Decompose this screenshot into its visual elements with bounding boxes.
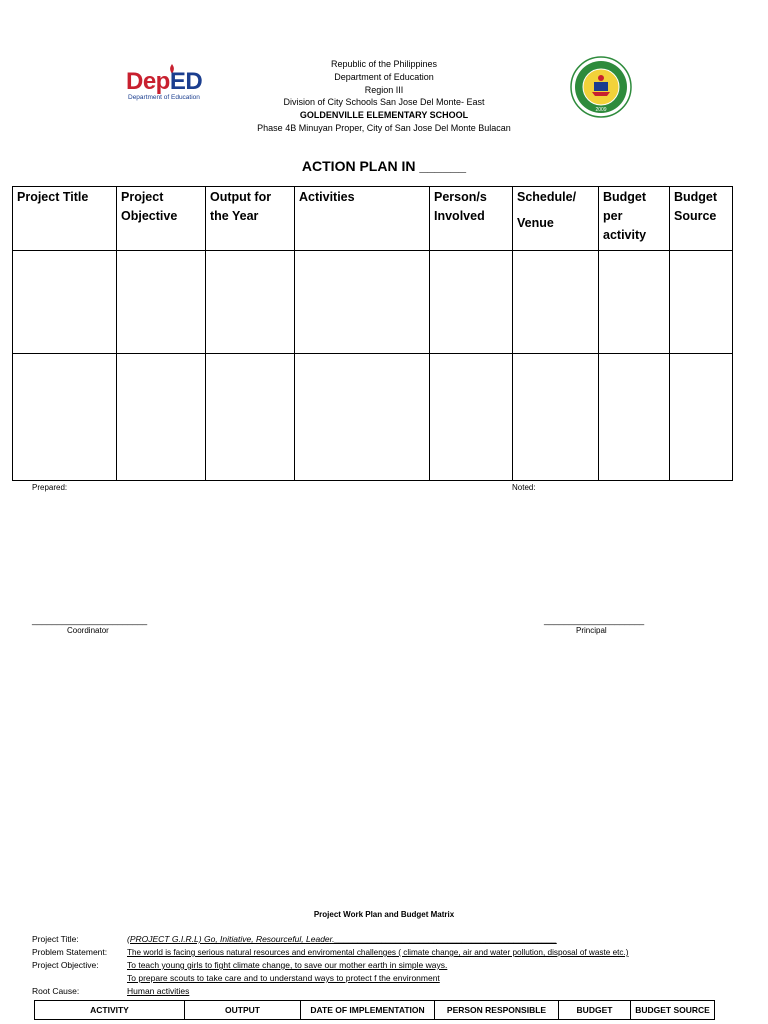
table-row bbox=[13, 251, 733, 354]
table-cell[interactable] bbox=[670, 354, 733, 481]
table-cell[interactable] bbox=[513, 354, 599, 481]
seal-year: 2009 bbox=[595, 107, 607, 113]
action-plan-table bbox=[12, 186, 733, 481]
matrix-header-person: PERSON RESPONSIBLE bbox=[435, 1001, 559, 1020]
table-cell[interactable] bbox=[513, 251, 599, 354]
table-cell[interactable] bbox=[599, 251, 670, 354]
deped-logo-subtext: Department of Education bbox=[128, 94, 200, 101]
header-line-division: Division of City Schools San Jose Del Monte- East bbox=[283, 97, 485, 108]
project-title-label: Project Title: bbox=[32, 934, 79, 944]
table-cell[interactable] bbox=[295, 354, 430, 481]
table-row bbox=[13, 354, 733, 481]
table-cell[interactable] bbox=[430, 354, 513, 481]
principal-signature-line: ____________________ bbox=[544, 615, 645, 625]
table-cell[interactable] bbox=[117, 354, 206, 481]
table-cell[interactable] bbox=[670, 251, 733, 354]
header-project-title: Project Title bbox=[13, 187, 117, 251]
table-cell[interactable] bbox=[599, 354, 670, 481]
matrix-header-activity: ACTIVITY bbox=[35, 1001, 185, 1020]
noted-label: Noted: bbox=[512, 483, 536, 492]
table-cell[interactable] bbox=[117, 251, 206, 354]
table-header-row bbox=[13, 187, 733, 251]
header-project-objective: Project Objective bbox=[117, 187, 206, 251]
matrix-header-output: OUTPUT bbox=[185, 1001, 301, 1020]
root-cause-label: Root Cause: bbox=[32, 986, 80, 996]
header-line-republic: Republic of the Philippines bbox=[330, 59, 438, 69]
problem-statement-value: The world is facing serious natural resources and enviromental challenges ( climate change, air and water pollution, disposal of waste etc.) bbox=[127, 948, 629, 957]
project-objective-label: Project Objective: bbox=[32, 960, 99, 970]
letterhead bbox=[220, 58, 548, 135]
header-line-region: Region III bbox=[364, 84, 404, 95]
root-cause-value: Human activities bbox=[127, 986, 190, 996]
problem-statement-label: Problem Statement: bbox=[32, 947, 108, 957]
table-cell[interactable] bbox=[13, 354, 117, 481]
school-name: GOLDENVILLE ELEMENTARY SCHOOL bbox=[299, 110, 469, 121]
coordinator-label: Coordinator bbox=[67, 626, 109, 635]
matrix-header-date: DATE OF IMPLEMENTATION bbox=[301, 1001, 435, 1020]
school-address: Phase 4B Minuyan Proper, City of San Jose Del Monte Bulacan bbox=[257, 122, 511, 133]
matrix-header-row bbox=[35, 1001, 715, 1020]
table-cell[interactable] bbox=[206, 354, 295, 481]
project-objective-value-2: To prepare scouts to take care and to understand ways to protect f the environment bbox=[127, 973, 440, 983]
header-line-department: Department of Education bbox=[334, 71, 434, 82]
page-title: ACTION PLAN IN ______ bbox=[301, 158, 467, 174]
table-cell[interactable] bbox=[430, 251, 513, 354]
header-output-for-the-year: Output for the Year bbox=[206, 187, 295, 251]
header-schedule-venue: Schedule/ Venue bbox=[513, 187, 599, 251]
school-seal-icon bbox=[570, 56, 632, 118]
matrix-header-budget: BUDGET bbox=[559, 1001, 631, 1020]
matrix-header-budget-source: BUDGET SOURCE bbox=[631, 1001, 715, 1020]
project-objective-value-1: To teach young girls to fight climate change, to save our mother earth in simple ways. bbox=[127, 960, 448, 970]
deped-logo bbox=[126, 70, 206, 104]
project-title-value: (PROJECT G.I.R.L) Go, Initiative, Resourceful, Leader._______________________________________________ bbox=[127, 934, 557, 944]
table-cell[interactable] bbox=[295, 251, 430, 354]
matrix-title: Project Work Plan and Budget Matrix bbox=[313, 910, 455, 919]
header-budget-per-activity: Budget per activity bbox=[599, 187, 670, 251]
coordinator-signature-line: _______________________ bbox=[32, 615, 148, 625]
table-cell[interactable] bbox=[13, 251, 117, 354]
deped-logo-icon: DepED bbox=[126, 68, 203, 95]
header-budget-source: Budget Source bbox=[670, 187, 733, 251]
principal-label: Principal bbox=[576, 626, 607, 635]
header-activities: Activities bbox=[295, 187, 430, 251]
header-persons-involved: Person/s Involved bbox=[430, 187, 513, 251]
table-cell[interactable] bbox=[206, 251, 295, 354]
prepared-label: Prepared: bbox=[32, 483, 68, 492]
budget-matrix-table bbox=[34, 1000, 715, 1020]
